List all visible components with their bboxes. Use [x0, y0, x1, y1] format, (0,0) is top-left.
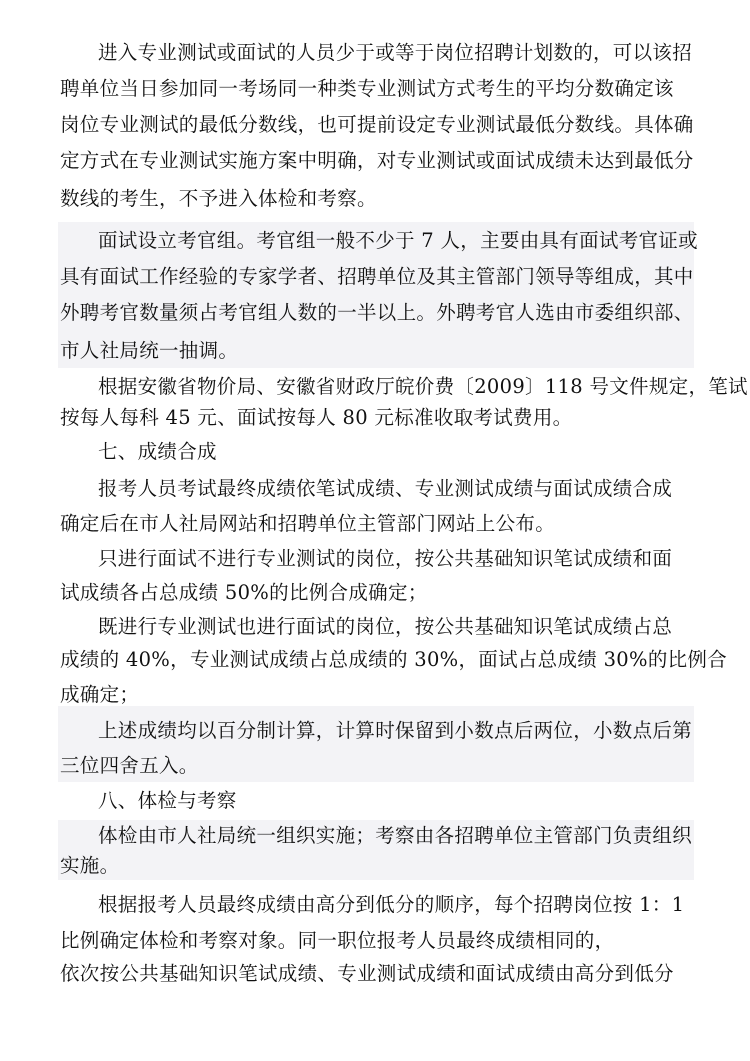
text-line: 根据安徽省物价局、安徽省财政厅皖价费〔2009〕118 号文件规定，笔试 [98, 375, 748, 398]
text-line: 试成绩各占总成绩 50%的比例合成确定； [60, 581, 428, 604]
text-line: 体检由市人社局统一组织实施；考察由各招聘单位主管部门负责组织 [98, 824, 693, 847]
text-line: 确定后在市人社局网站和招聘单位主管部门网站上公布。 [60, 512, 556, 535]
text-line: 报考人员考试最终成绩依笔试成绩、专业测试成绩与面试成绩合成 [98, 477, 673, 500]
text-line: 三位四舍五入。 [60, 754, 199, 777]
text-line: 只进行面试不进行专业测试的岗位，按公共基础知识笔试成绩和面 [98, 547, 673, 570]
text-line: 定方式在专业测试实施方案中明确，对专业测试或面试成绩未达到最低分 [60, 149, 694, 172]
text-line: 根据报考人员最终成绩由高分到低分的顺序，每个招聘岗位按 1：1 [98, 893, 685, 916]
section-heading: 八、体检与考察 [98, 789, 237, 812]
text-line: 实施。 [60, 854, 120, 877]
text-line: 具有面试工作经验的专家学者、招聘单位及其主管部门领导等组成，其中 [60, 265, 694, 288]
text-line: 面试设立考官组。考官组一般不少于 7 人，主要由具有面试考官证或 [98, 229, 698, 252]
text-line: 成绩的 40%，专业测试成绩占总成绩的 30%，面试占总成绩 30%的比例合 [60, 648, 728, 671]
text-line: 成确定； [60, 683, 140, 706]
text-line: 上述成绩均以百分制计算，计算时保留到小数点后两位，小数点后第 [98, 719, 693, 742]
text-line: 外聘考官数量须占考官组人数的一半以上。外聘考官人选由市委组织部、 [60, 301, 694, 324]
text-line: 依次按公共基础知识笔试成绩、专业测试成绩和面试成绩由高分到低分 [60, 962, 674, 985]
text-line: 聘单位当日参加同一考场同一种类专业测试方式考生的平均分数确定该 [60, 77, 674, 100]
section-heading: 七、成绩合成 [98, 440, 217, 463]
text-line: 市人社局统一抽调。 [60, 339, 239, 362]
text-line: 按每人每科 45 元、面试按每人 80 元标准收取考试费用。 [60, 406, 573, 429]
text-line: 比例确定体检和考察对象。同一职位报考人员最终成绩相同的， [60, 929, 615, 952]
text-line: 既进行专业测试也进行面试的岗位，按公共基础知识笔试成绩占总 [98, 615, 673, 638]
text-line: 数线的考生，不予进入体检和考察。 [60, 187, 377, 210]
text-line: 岗位专业测试的最低分数线，也可提前设定专业测试最低分数线。具体确 [60, 113, 694, 136]
text-line: 进入专业测试或面试的人员少于或等于岗位招聘计划数的，可以该招 [98, 41, 693, 64]
